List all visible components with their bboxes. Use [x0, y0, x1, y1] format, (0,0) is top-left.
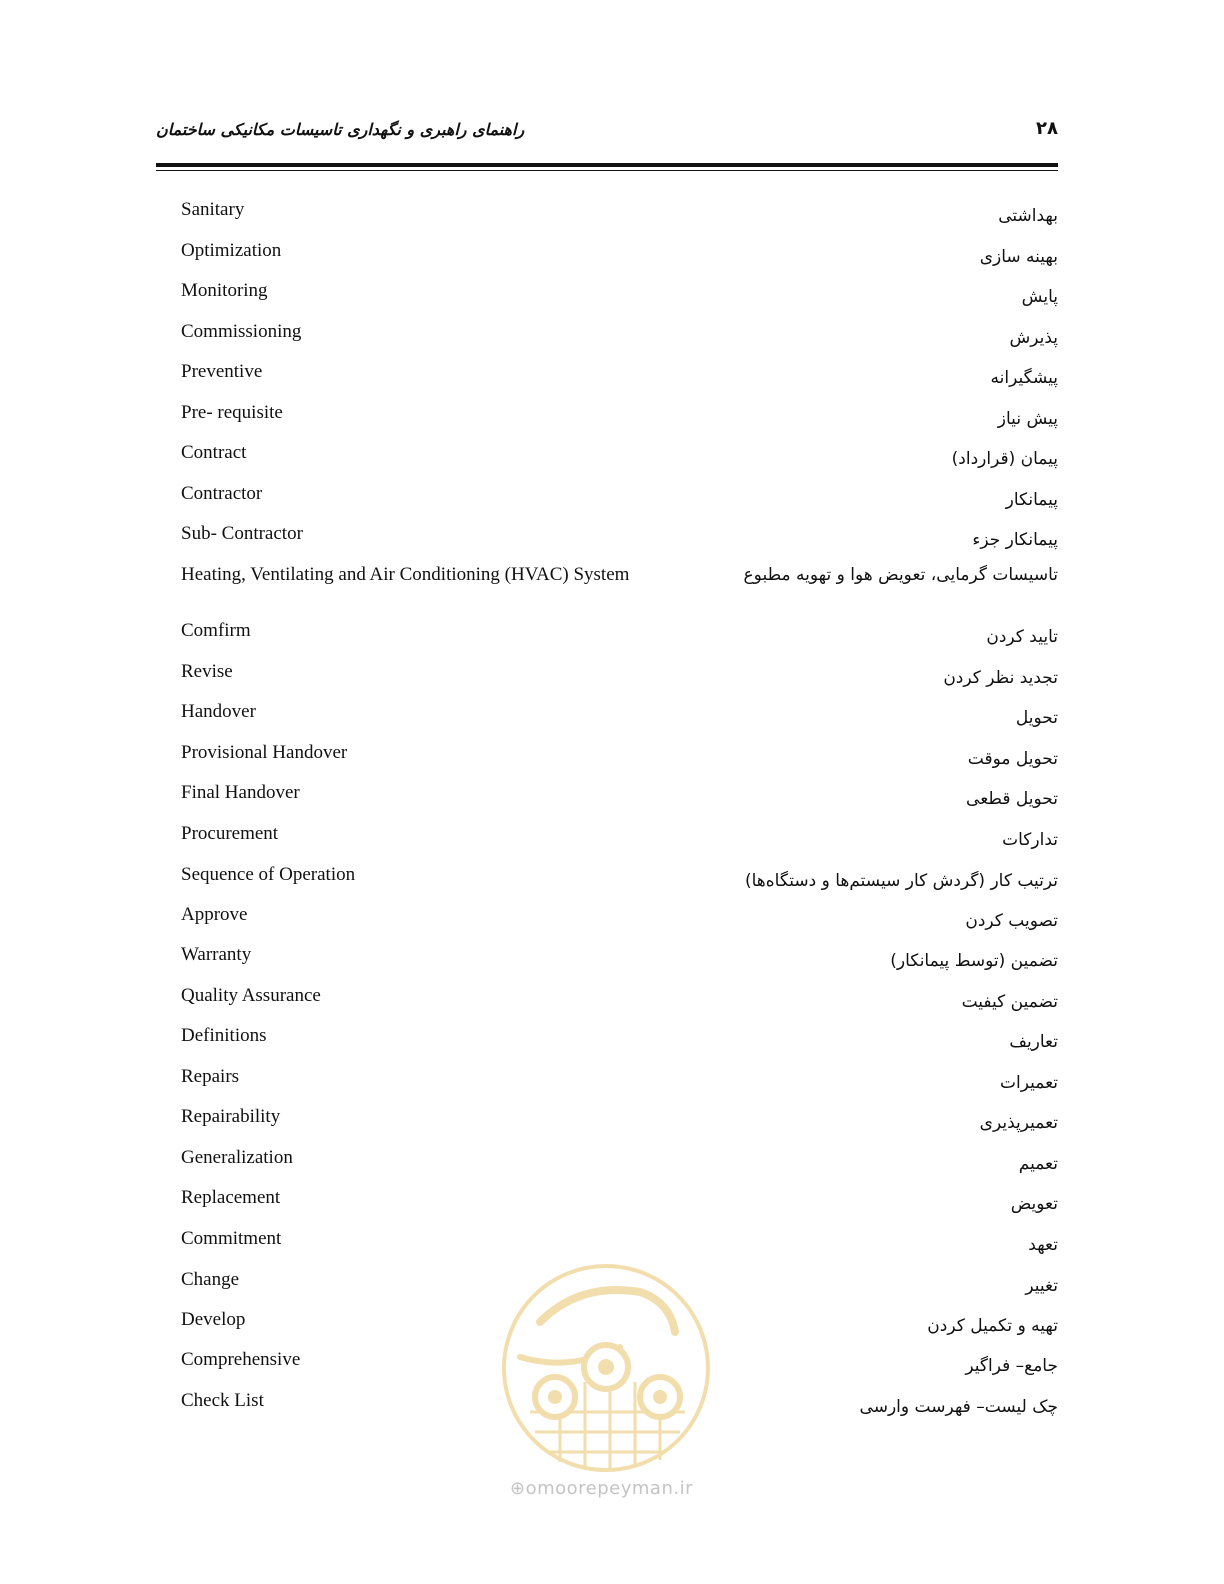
- english-term: Repairability: [181, 1106, 281, 1127]
- persian-term: تدارکات: [1002, 830, 1058, 850]
- persian-term: پیشگیرانه: [990, 368, 1058, 388]
- persian-term: تعاریف: [1009, 1032, 1058, 1052]
- english-term: Sub- Contractor: [181, 523, 303, 544]
- persian-term: تعمیم: [1018, 1154, 1058, 1174]
- persian-term: تعمیرپذیری: [979, 1113, 1058, 1133]
- english-term: Monitoring: [181, 280, 268, 301]
- page-number: ۲۸: [1036, 118, 1058, 139]
- english-term: Sanitary: [181, 199, 245, 220]
- english-term: Warranty: [181, 944, 252, 965]
- english-term: Approve: [181, 904, 248, 925]
- english-term: Develop: [181, 1309, 246, 1330]
- persian-term: پیمانکار: [1005, 490, 1058, 510]
- header-rule-thin: [156, 170, 1058, 171]
- english-term: Final Handover: [181, 782, 300, 803]
- english-term: Commitment: [181, 1228, 282, 1249]
- persian-term: تضمین (توسط پیمانکار): [890, 951, 1058, 971]
- running-title: راهنمای راهبری و نگهداری تاسیسات مکانیکی ساختمان: [156, 120, 525, 139]
- persian-term: جامع– فراگیر: [965, 1356, 1058, 1376]
- persian-term: تعهد: [1028, 1235, 1058, 1255]
- english-term: Generalization: [181, 1147, 293, 1168]
- english-term: Preventive: [181, 361, 263, 382]
- page-header: [156, 118, 1058, 150]
- persian-term: ترتیب کار (گردش کار سیستم‌ها و دستگاه‌ها): [744, 871, 1058, 891]
- english-term: Procurement: [181, 823, 279, 844]
- persian-term: پیش نیاز: [997, 409, 1058, 429]
- english-term: Optimization: [181, 240, 282, 261]
- persian-term: پیمان (قرارداد): [951, 449, 1058, 469]
- watermark-url: [510, 1478, 693, 1499]
- english-term: Heating, Ventilating and Air Conditioning (HVAC) System: [181, 564, 630, 585]
- persian-term: تحویل: [1015, 708, 1058, 728]
- persian-term: بهداشتی: [998, 206, 1058, 226]
- english-term: Revise: [181, 661, 233, 682]
- persian-term: تغییر: [1025, 1276, 1058, 1296]
- persian-term: بهینه سازی: [979, 247, 1058, 267]
- watermark-url-text: omoorepeyman.ir: [525, 1478, 693, 1499]
- header-rule-thick: [156, 163, 1058, 167]
- persian-term: چک لیست– فهرست وارسی: [859, 1397, 1058, 1417]
- persian-term: تحویل قطعی: [966, 789, 1058, 809]
- persian-term: تحویل موقت: [967, 749, 1058, 769]
- english-term: Sequence of Operation: [181, 864, 356, 885]
- persian-term: تعویض: [1010, 1194, 1058, 1214]
- persian-term: تهیه و تکمیل کردن: [927, 1316, 1058, 1336]
- persian-term: پذیرش: [1009, 328, 1058, 348]
- english-term: Definitions: [181, 1025, 267, 1046]
- persian-term: تعمیرات: [1000, 1073, 1058, 1093]
- english-term: Quality Assurance: [181, 985, 321, 1006]
- persian-term: تصویب کردن: [965, 911, 1058, 931]
- english-term: Comprehensive: [181, 1349, 301, 1370]
- english-term: Check List: [181, 1390, 264, 1411]
- persian-term: پایش: [1021, 287, 1058, 307]
- english-term: Change: [181, 1269, 240, 1290]
- persian-term: تجدید نظر کردن: [943, 668, 1058, 688]
- english-term: Commissioning: [181, 321, 302, 342]
- persian-term: پیمانکار جزء: [972, 530, 1058, 550]
- english-term: Contractor: [181, 483, 263, 504]
- persian-term: تایید کردن: [986, 627, 1058, 647]
- globe-icon: ⊕: [510, 1478, 526, 1499]
- english-term: Repairs: [181, 1066, 240, 1087]
- english-term: Contract: [181, 442, 247, 463]
- english-term: Replacement: [181, 1187, 281, 1208]
- persian-term: تاسیسات گرمایی، تعویض هوا و تهویه مطبوع: [743, 565, 1058, 585]
- english-term: Pre- requisite: [181, 402, 283, 423]
- persian-term: تضمین کیفیت: [961, 992, 1058, 1012]
- watermark-logo: [500, 1262, 712, 1474]
- english-term: Provisional Handover: [181, 742, 348, 763]
- english-term: Comfirm: [181, 620, 251, 641]
- english-term: Handover: [181, 701, 256, 722]
